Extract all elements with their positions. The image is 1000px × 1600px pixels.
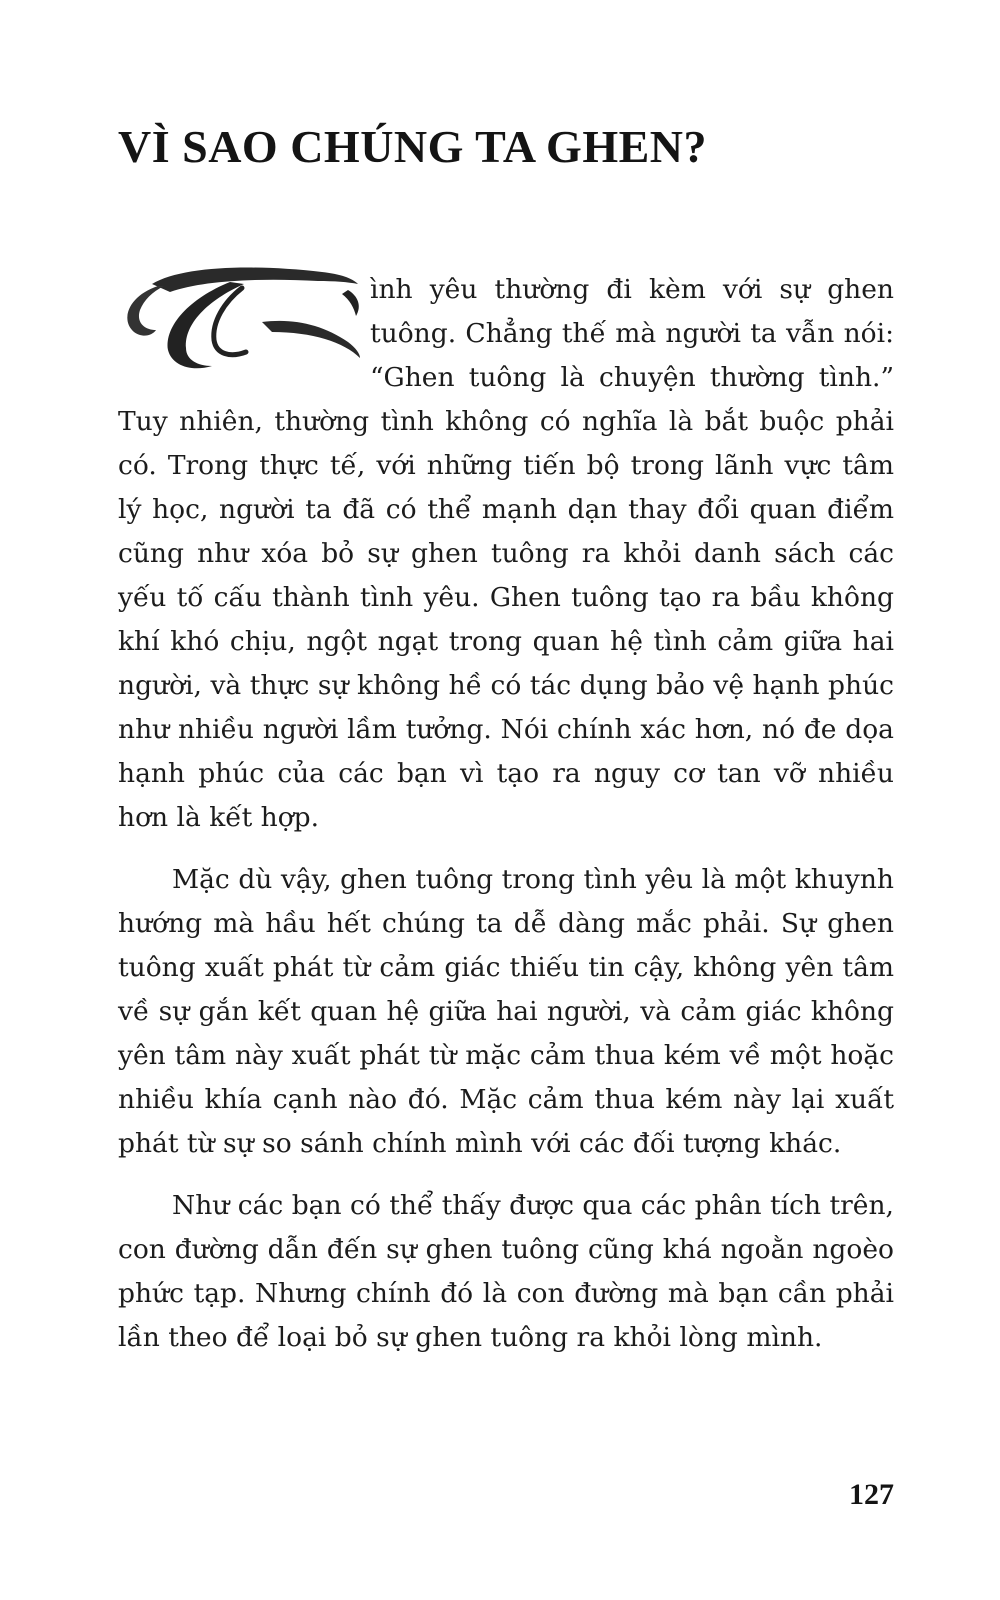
paragraph-2: Mặc dù vậy, ghen tuông trong tình yêu là một khuynh hướng mà hầu hết chúng ta dễ dàng mắc phải. Sự ghen tuông xuất phát từ cảm giác thiếu tin cậy, không yên tâm về sự gắn kết quan hệ giữa hai người, và cảm giác không yên tâm này xuất phát từ mặc cảm thua kém về một hoặc nhiều khía cạnh nào đó. Mặc cảm thua kém này lại xuất phát từ sự so sánh chính mình với các đối tượng khác. bbox=[118, 864, 894, 1159]
book-page bbox=[118, 0, 894, 1600]
paragraph-3: Như các bạn có thể thấy được qua các phân tích trên, con đường dẫn đến sự ghen tuông cũng khá ngoằn ngoèo phức tạp. Nhưng chính đó là con đường mà bạn cần phải lần theo để loại bỏ sự ghen tuông ra khỏi lòng mình. bbox=[118, 1190, 894, 1353]
drop-cap-icon bbox=[112, 272, 364, 368]
paragraph-1 bbox=[118, 268, 894, 840]
page-number: 127 bbox=[849, 1478, 894, 1511]
chapter-title: VÌ SAO CHÚNG TA GHEN? bbox=[118, 121, 708, 172]
paragraph-1-text: ình yêu thường đi kèm với sự ghen tuông. Chẳng thế mà người ta vẫn nói: “Ghen tuông là chuyện thường tình.” Tuy nhiên, thường tình không có nghĩa là bắt buộc phải có. Trong thực tế, với những tiến bộ trong lãnh vực tâm lý học, người ta đã có thể mạnh dạn thay đổi quan điểm cũng như xóa bỏ sự ghen tuông ra khỏi danh sách các yếu tố cấu thành tình yêu. Ghen tuông tạo ra bầu không khí khó chịu, ngột ngạt trong quan hệ tình cảm giữa hai người, và thực sự không hề có tác dụng bảo vệ hạnh phúc như nhiều người lầm tưởng. Nói chính xác hơn, nó đe dọa hạnh phúc của các bạn vì tạo ra nguy cơ tan vỡ nhiều hơn là kết hợp. bbox=[118, 274, 894, 833]
body-text bbox=[118, 268, 894, 1378]
